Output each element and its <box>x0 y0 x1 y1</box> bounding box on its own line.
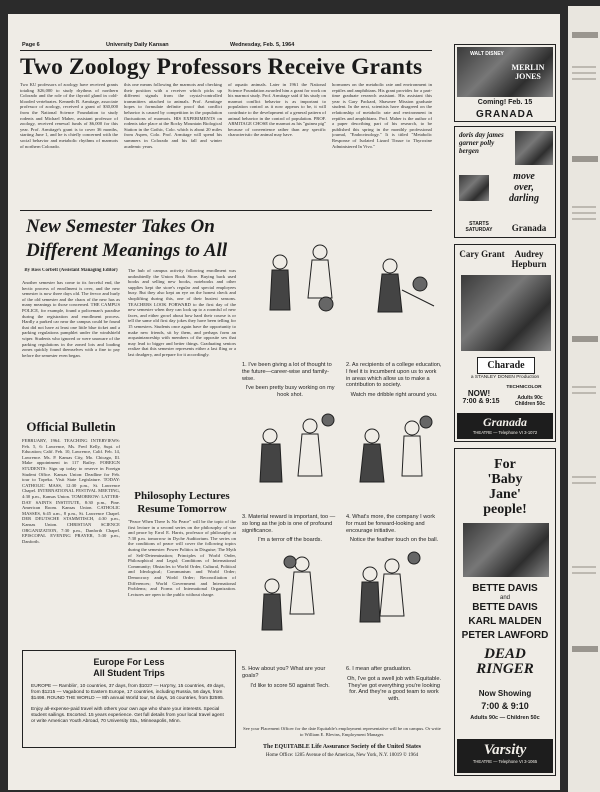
baby-jane-line-3: Jane' <box>489 487 521 502</box>
panel-3-caption <box>242 514 338 544</box>
disney-credit: WALT DISNEY <box>470 51 504 57</box>
panel-1-quip: I've been pretty busy working on my hook shot. <box>245 385 335 399</box>
dead-ringer-title-2: RINGER <box>476 661 534 677</box>
panel1-body-a2 <box>308 260 332 298</box>
paper-name: University Daily Kansan <box>106 42 169 48</box>
philosophy-body: "Peace When There Is No Peace" will be the topic of the first lecture in a second series on the philosophy of war and peace by Errol E. Harris, professor of philosophy at 7:30 p.m. tomorrow in Dyche Auditorium. The series on the conditions of peace will cover the following topics during the semester: Power Politics in Disguise; The Myth of Self-Determination; Principles of World Order, Philosophical and Legal; Conditions of International Community; Obstacles to World Order, Cultural, Political and Ideological; Communism and World Order; Democracy and World Order; Reconciliation of Differences; World Government and International Problems; and Forms of International Organization. Lectures are open to the public without charge. <box>128 519 236 597</box>
semester-col-2: The hub of campus activity following enrollment was undoubtedly the Union Book Store. Buying back used books and selling new books, notebooks and other supplies kept the store's regular and special employees busy. But they also kept an eye on the honest check and shoplifting during this, one of their busiest seasons. TEACHERS LOOK FORWARD to the first day of the new semester when they can look up to a roomful of new faces, and either growl about how hard their course is or tell the same old first day jokes they have been telling for 15 semesters. Students once again have the opportunity to make new friends, sit by them, and perhaps form an acquaintanceship with members of the opposite sex that may lead to bigger and better things. Graduating seniors realize that this semester represents either a last fling or a last drudgery, and prepare for it accordingly. <box>128 268 236 357</box>
baby-jane-line-4: people! <box>483 502 527 517</box>
doris-photo-2 <box>459 175 489 201</box>
panel1-ball <box>319 297 333 311</box>
panel-6-text: 6. I mean after graduation. <box>346 666 412 672</box>
panel-1-caption <box>242 362 338 399</box>
dead-ringer-times: 7:00 & 9:10 <box>481 701 529 711</box>
move-over-darling-ad <box>454 126 556 238</box>
doris-title-1: move <box>513 171 535 182</box>
panel-2-text: 2. As recipients of a college education, I feel it is incumbent upon us to work in areas which allow us to make a contribution to society. <box>346 362 442 389</box>
europe-ad-subtitle: All Student Trips <box>93 668 165 678</box>
semester-col-1: Another semester has come to its forceful end, the hectic process of enrollment is over, and the new semester is now three days old. The fervor and hurly of the old semester and the chaos of the new has as many meanings to those concerned. THE CAMPUS POLICE, for example, found a policeman's paradise during the registration and enrollment process. Hardly a parked car near the campus could be found that did not have at least one little blue ticket and a parking regulations pamphlet under the windshield wiper. Students who ignored or were unaware of the parking regulations in the zoned lots and loading zones quickly found themselves with a fine to pay before the semester even began. <box>22 280 120 358</box>
charade-theater-banner <box>457 413 553 439</box>
dead-ringer-star-4: PETER LAWFORD <box>461 630 549 641</box>
charade-times: 7:00 & 9:15 <box>462 398 500 405</box>
lead-col-2: this one means following the marmots and checking their position with a receiver which picks up different signals from the crystal-controlled transmitters attached to animals. Prof. Armitage hopes to formulate definite proof that conflict behavior is caused by competition in the population fluctuations of marmots. HIS EXPERIMENTS on rodents take place at the Rocky Mountain Biological Station in the Gothic, Colo. which is about 20 miles from Aspen, Colo. Prof. Armitage will spend his summers in Colorado and his fall and winter academic years. <box>124 82 222 149</box>
dead-ringer-star-1: BETTE DAVIS <box>472 583 538 594</box>
merlin-jones-ad <box>454 44 556 122</box>
europe-ad-footer: Enjoy all-expense-paid travel with others your own age who share your interests. Special student sailings. Escorted. 15 years experience. Get full details from your local travel agent or write American Youth Abroad, 70 University Sta., Minneapolis, Minn. <box>31 707 224 724</box>
charade-photo <box>461 275 551 351</box>
europe-ad-body: EUROPE — Ramblin', 10 countries, 37 days, from $1027 — Ha'p'ny, 15 countries, 49 days, from $1215 — Vagabond to Eastern Europe, 17 countries, including Russia, 56 days, from $1498. ROUND THE WORLD — 8th annual World tour, 54 days, 16 countries, from $2595. <box>31 684 225 701</box>
dead-ringer-title <box>461 647 549 677</box>
equitable-address: Home Office: 1285 Avenue of the Americas, New York, N.Y. 10019 © 1964 <box>265 753 419 758</box>
dead-ringer-ad <box>454 448 556 776</box>
varsity-theater: Varsity <box>483 742 527 758</box>
adjacent-page-edge <box>568 6 600 792</box>
philosophy-headline-2: Resume Tomorrow <box>137 503 227 515</box>
panel-6-quip: Oh, I've got a swell job with Equitable. They've got everything you're looking for. And they're a good team to work with. <box>346 675 442 703</box>
baby-jane-line-1: For <box>494 457 516 472</box>
charade-ad <box>454 244 556 442</box>
varsity-phone: THEATRE — Telephone VI 3-1065 <box>472 759 538 764</box>
baby-jane-line-2: 'Baby <box>487 472 523 487</box>
doris-starts: STARTS SATURDAY <box>465 221 493 233</box>
charade-star-right: Audrey Hepburn <box>511 249 547 269</box>
cartoon-illustrations <box>242 214 442 694</box>
europe-ad-title: Europe For Less <box>93 657 165 667</box>
panel-3-text: 3. Material reward is important, too — so long as the job is one of profound significance. <box>242 514 336 534</box>
panel1-head-a <box>273 255 287 269</box>
section-rule <box>20 210 432 211</box>
doris-title-3: darling <box>508 193 539 204</box>
panel-2-quip: Watch me dribble right around you. <box>350 392 438 399</box>
varsity-banner <box>457 739 553 773</box>
panel-4-text: 4. What's more, the company I work for must be forward-looking and encourage initiative. <box>346 514 436 534</box>
doris-theater: Granada <box>511 223 547 233</box>
bulletin-title: Official Bulletin <box>26 419 116 434</box>
charade-theater: Granada <box>482 415 527 429</box>
merlin-theater: GRANADA <box>475 109 535 120</box>
newspaper-page <box>8 14 560 790</box>
doris-title-2: over, <box>514 182 534 193</box>
panel-4-quip: Notice the feather touch on the ball. <box>349 537 439 544</box>
panel-4-caption <box>346 514 442 544</box>
panel-5-quip: I'd like to score 50 against Tech. <box>250 682 330 689</box>
panel-5-text: 5. How about you? What are your goals? <box>242 666 326 679</box>
charade-color: TECHNICOLOR <box>506 385 542 390</box>
panel-1-text: 1. I've been giving a lot of thought to the future—career-wise and family-wise. <box>242 362 332 382</box>
europe-ad <box>22 650 236 748</box>
panel-6-caption <box>346 666 442 703</box>
equitable-ad <box>242 214 442 774</box>
equitable-company: The EQUITABLE Life Assurance Society of the United States <box>263 744 421 750</box>
charade-phone: THEATRE — Telephone VI 3-1072 <box>472 430 538 435</box>
charade-star-left: Cary Grant <box>459 249 505 259</box>
charade-now: NOW! <box>467 389 491 398</box>
dead-ringer-and: and <box>499 595 510 601</box>
dead-ringer-title-1: DEAD <box>484 646 526 662</box>
semester-headline-1: New Semester Takes On <box>26 216 215 237</box>
masthead-rule <box>20 50 432 51</box>
lead-col-3: of aquatic animals. Later in 1961 the National Science Foundation awarded him a grant for work on his marmot study. Prof. Armitage said if his study on marmot conflict behavior is as important to population control as it now appears to be, it will contribute to the development of a general pattern of animal behavior in the control of population. PROF. ARMITAGE CHOSE the marmot as his "guinea pig" because of convenience rather than any specific characteristic the animal may have. <box>228 82 326 138</box>
dead-ringer-star-3: KARL MALDEN <box>468 616 542 627</box>
philosophy-headline-1: Philosophy Lectures <box>134 490 230 502</box>
merlin-jones-title: MERLIN JONES <box>511 63 545 81</box>
doris-photo-1 <box>515 131 553 165</box>
doris-title <box>495 171 553 204</box>
charade-prices: Adults 90c Children 50c <box>514 395 545 407</box>
issue-date: Wednesday, Feb. 5, 1964 <box>230 42 295 48</box>
lead-col-4: hormones on the metabolic rate and environment in reptiles and amphibians. His grant provides for a part-time graduate research assistant. His assistant this year is Gary Packard, Shawnee Mission graduate student. In the next, scientists have disagreed on the relationship of metabolic rate and environment in reptiles and amphibians. Prof. Maher is the author of a paper describing part of his research, to be published this spring in the monthly professional journal, "Endocrinology." It is titled "Metabolic Response of Isolated Lizard Tissue to Thyroxine Administered In Vivo." <box>332 82 432 149</box>
panel-3-quip: I'm a terror off the boards. <box>257 537 323 544</box>
equitable-notice: See your Placement Officer for the date Equitable's employment representative will be on campus. Or write to William E. Blevins, Employment Manager. <box>243 726 441 737</box>
merlin-coming: Coming! Feb. 15 <box>477 99 533 106</box>
bulletin-body: FEBRUARY, 1964. TEACHING INTERVIEWS: Feb. 5, 6: Lawrence, Ms. Fred Kelly, Supt. of Education; Calif. Feb. 10, Lawrence, Calif. Feb. 14, Lawrence. Ms. P. Kansas City, Mo. Chicago, Ill. Make appointment in 117 Bailey. FOREIGN STUDENTS: Sign up today to reserve in Foreign Student Office. Kansas Union: Deadline for Feb. tour to Topeka. Visit State Legislature. TODAY: CATHOLIC MASS, 12:30 p.m., St. Lawrence Chapel. INTERNATIONAL FESTIVAL MEETING, 4:30 p.m., Kansas Union. TOMORROW: LATTER-DAY SAINTS INSTITUTE, 8:30 p.m., Pine. American Room. Kansas Union. CATHOLIC MASSES, 6:45 a.m., 8 p.m., St. Lawrence Chapel. DER DEUTSCHE STAMMTISCH, 4:30 p.m., Kansas Union. CHRISTIAN SCIENCE ORGANIZATION, 7:30 p.m., Danforth Chapel. EPISCOPAL EVENING PRAYER, 5:30 p.m., Danforth. <box>22 438 120 544</box>
doris-stars: doris day james garner polly bergen <box>459 131 504 155</box>
dead-ringer-prices: Adults 90c — Children 50c <box>470 715 540 721</box>
semester-byline: By Ross Corbett (Assistant Managing Editor) <box>24 268 118 273</box>
lead-headline: Two Zoology Professors Receive Grants <box>20 54 423 80</box>
dead-ringer-photo <box>463 523 549 577</box>
dead-ringer-star-2: BETTE DAVIS <box>472 602 538 613</box>
page-number: Page 6 <box>22 42 40 48</box>
panel-2-caption <box>346 362 442 399</box>
panel-5-caption <box>242 666 338 689</box>
semester-headline-2: Different Meanings to All <box>26 240 228 261</box>
lead-col-1: Two KU professors of zoology have received grants totaling $26,000 to study rhythms of northern Colorado and the role of the thyroid gland in cold-blooded vertebrates. Kenneth B. Armitage, associate professor of zoology, received a grant of $30,000 from the National Science Foundation to study rodents and Michael Maher, assistant professor of zoology, received renewal funds of $6,000 for this year. Prof. Armitage's grant is to cover 36 months, starting June 1, and he is chiefly concerned with the social behavior and metabolic rhythms of marmots of northern Colorado. <box>20 82 118 149</box>
dead-ringer-showing: Now Showing <box>478 689 532 698</box>
panel1-head-b <box>313 245 327 259</box>
charade-credit: a STANLEY DONEN Production <box>470 375 540 380</box>
baby-jane-tagline <box>455 457 555 517</box>
panel1-body-a <box>270 270 290 310</box>
charade-title: Charade <box>477 357 535 374</box>
